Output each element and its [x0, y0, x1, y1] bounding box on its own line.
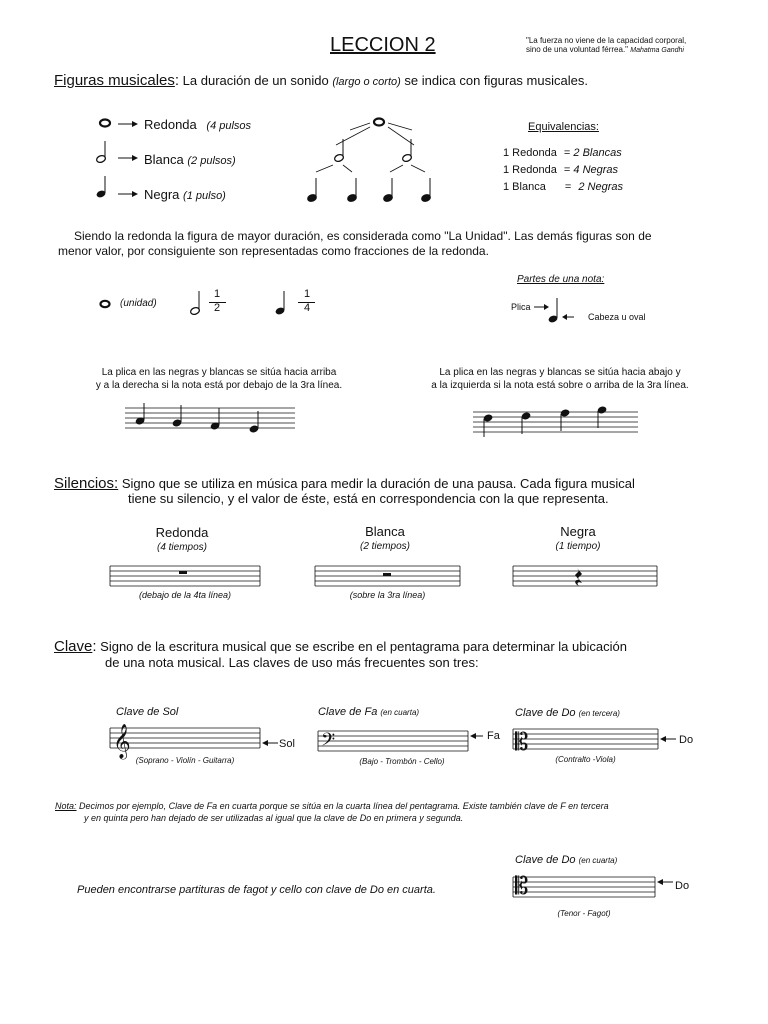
- partes-title: Partes de una nota:: [517, 274, 605, 285]
- silencio-blanca-name: Blanca: [365, 524, 405, 539]
- silencio-blanca-note: (sobre la 3ra línea): [349, 590, 426, 600]
- arrow-icon: [132, 121, 138, 127]
- intro-paren: (largo o corto): [332, 76, 401, 88]
- half-note-icon: [189, 287, 205, 317]
- note-tree-diagram: [300, 112, 450, 207]
- intro-b: se indica con figuras musicales.: [404, 73, 588, 88]
- equiv-row-3: [503, 181, 623, 193]
- clave-do-title: [515, 707, 620, 719]
- equiv-right: 2 Blancas: [573, 147, 622, 159]
- figura-pulses: (1 pulso): [183, 190, 226, 202]
- silencios-line-1: [54, 475, 635, 492]
- arrow-icon: [660, 736, 666, 742]
- rule-up-2: y a la derecha si la nota está por debajo de la 3ra línea.: [95, 380, 343, 391]
- whole-note-icon: [98, 298, 114, 310]
- clave-fa-note: Fa: [487, 730, 500, 742]
- clave-colon: :: [92, 638, 97, 655]
- figura-pulses: (4 pulsos: [206, 120, 252, 132]
- whole-note-icon: [100, 120, 110, 127]
- arrow-icon: [562, 314, 567, 320]
- quote-line-2: [526, 45, 684, 54]
- alto-clef-icon: 𝄡: [515, 728, 529, 756]
- equiv-left: 1 Redonda: [503, 147, 557, 159]
- clave-fa-title: [318, 706, 419, 718]
- figura-redonda: [144, 117, 251, 132]
- equivalencias-title: Equivalencias:: [528, 121, 599, 133]
- arrow-icon: [544, 304, 549, 310]
- clave-sol-note: Sol: [279, 738, 295, 750]
- figuras-colon: :: [174, 72, 180, 89]
- treble-clef-icon: 𝄞: [113, 724, 131, 759]
- silencio-blanca-time: (2 tiempos): [359, 541, 410, 552]
- clave-fa-sub: (en cuarta): [380, 708, 420, 717]
- unidad-paragraph-2: menor valor, por consiguiente son representadas como fracciones de la redonda.: [58, 244, 489, 258]
- silencio-redonda-name: Redonda: [155, 525, 209, 540]
- clave-do-sub: (en tercera): [578, 709, 620, 718]
- quarter-note-icon: [274, 287, 290, 317]
- equiv-eq: =: [564, 181, 572, 193]
- figura-blanca: [144, 152, 236, 167]
- clave-line-2: de una nota musical. Las claves de uso más frecuentes son tres:: [105, 655, 479, 670]
- clave-sol-instr: (Soprano - Violín - Guitarra): [135, 756, 235, 765]
- quote-text: sino de una voluntad férrea.": [526, 45, 629, 54]
- rule-down-1: La plica en las negras y blancas se sitúa hacia abajo y: [439, 367, 681, 378]
- silencio-negra-name: Negra: [560, 524, 596, 539]
- frac-half-den: 2: [214, 302, 221, 314]
- arrow-icon: [657, 879, 663, 885]
- silencio-negra-time: (1 tiempo): [555, 541, 601, 552]
- staff-clave-do4: [513, 872, 683, 912]
- clave-line-1: [54, 638, 627, 655]
- fagot-text: Pueden encontrarse partituras de fagot y cello con clave de Do en cuarta.: [77, 884, 436, 896]
- silencio-redonda-time: (4 tiempos): [156, 542, 207, 553]
- staff-rest-blanca: [315, 565, 460, 587]
- equiv-row-1: [503, 147, 622, 159]
- figura-negra: [144, 187, 226, 202]
- figure-symbols: [90, 110, 150, 210]
- staff-clave-fa: [318, 722, 498, 762]
- equiv-row-2: [503, 164, 618, 176]
- staff-rest-negra: [513, 565, 657, 587]
- nota-line-1: [55, 801, 609, 811]
- frac-quarter-num: 1: [304, 288, 311, 300]
- equiv-eq: =: [563, 147, 571, 159]
- equiv-right: 4 Negras: [573, 164, 619, 176]
- silencio-redonda-note: (debajo de la 4ta línea): [138, 590, 232, 600]
- frac-quarter-den: 4: [304, 302, 311, 314]
- silencios-heading: Silencios:: [54, 475, 119, 492]
- note-parts-diagram: [534, 292, 574, 328]
- quote-author: Mahatma Gandhi: [630, 47, 684, 54]
- arrow-icon: [262, 740, 268, 746]
- plica-label: Plica: [511, 302, 531, 312]
- clave-do-note: Do: [679, 734, 694, 746]
- whole-note-icon: [374, 119, 384, 126]
- equiv-left: 1 Blanca: [503, 181, 546, 193]
- cabeza-label: Cabeza u oval: [588, 312, 646, 322]
- staff-stems-up: [125, 398, 295, 440]
- unidad-label: (unidad): [120, 298, 157, 309]
- equiv-right: 2 Negras: [578, 181, 624, 193]
- staff-rest-redonda: [110, 565, 260, 587]
- nota-label: Nota:: [55, 801, 77, 811]
- figuras-intro: [54, 72, 588, 89]
- clave-fa-instr: (Bajo - Trombón - Cello): [359, 757, 445, 766]
- figura-pulses: (2 pulsos): [187, 155, 236, 167]
- equiv-eq: =: [563, 164, 571, 176]
- page-title: LECCION 2: [330, 34, 436, 56]
- figura-name: Blanca: [144, 152, 184, 167]
- bass-clef-icon: 𝄢: [321, 730, 336, 755]
- equiv-left: 1 Redonda: [503, 164, 557, 176]
- intro-a: La duración de un sonido: [182, 73, 329, 88]
- half-rest-icon: [383, 573, 391, 576]
- silencios-text-1: Signo que se utiliza en música para medir la duración de una pausa. Cada figura musical: [121, 476, 635, 491]
- rule-down-2: a la izquierda si la nota está sobre o arriba de la 3ra línea.: [431, 380, 689, 391]
- figura-name: Negra: [144, 187, 180, 202]
- frac-half-num: 1: [214, 288, 221, 300]
- tenor-clef-icon: 𝄡: [515, 872, 529, 900]
- unidad-paragraph-1: Siendo la redonda la figura de mayor duración, es considerada como "La Unidad". Las demás figuras son de: [74, 229, 652, 243]
- staff-stems-down: [473, 400, 638, 442]
- clave-do4-note: Do: [675, 880, 690, 892]
- clave-fa-name: Clave de Fa: [318, 706, 378, 718]
- clave-do4-sub: (en cuarta): [578, 856, 618, 865]
- clave-text-1: Signo de la escritura musical que se escribe en el pentagrama para determinar la ubicación: [100, 639, 627, 654]
- clave-do4-name: Clave de Do: [515, 854, 576, 866]
- silencios-line-2: tiene su silencio, y el valor de éste, está en correspondencia con la que representa.: [128, 491, 609, 506]
- rule-up-1: La plica en las negras y blancas se sitúa hacia arriba: [101, 367, 337, 378]
- clave-heading: Clave: [54, 638, 93, 655]
- clave-do-instr: (Contralto -Viola): [555, 755, 616, 764]
- nota-line-2: y en quinta pero han dejado de ser utilizadas al igual que la clave de Do en primera y segunda.: [84, 813, 464, 823]
- figuras-heading: Figuras musicales: [54, 72, 175, 89]
- whole-rest-icon: [179, 571, 187, 574]
- figura-name: Redonda: [144, 117, 197, 132]
- clave-sol-title: Clave de Sol: [116, 706, 179, 718]
- arrow-icon: [470, 733, 476, 739]
- clave-do4-instr: (Tenor - Fagot): [557, 909, 611, 918]
- quote-line-1: "La fuerza no viene de la capacidad corporal,: [526, 36, 687, 45]
- clave-do-name: Clave de Do: [515, 707, 576, 719]
- clave-do4-title: [515, 854, 617, 866]
- nota-text-1: Decimos por ejemplo, Clave de Fa en cuarta porque se sitúa en la cuarta línea del pentagrama. Existe también clave de F en tercera: [79, 801, 609, 811]
